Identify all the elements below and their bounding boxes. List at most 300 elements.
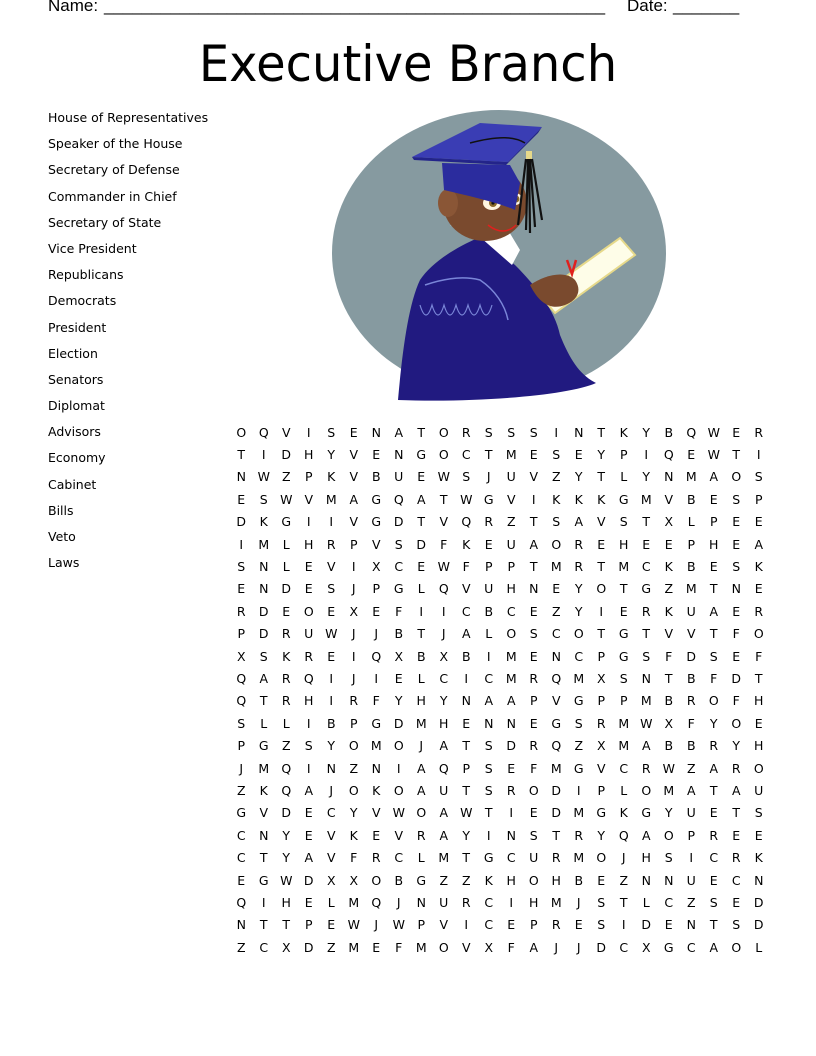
grid-letter[interactable]: Q: [393, 491, 404, 507]
grid-letter[interactable]: D: [596, 939, 607, 955]
grid-letter[interactable]: N: [371, 424, 381, 440]
grid-letter[interactable]: C: [619, 939, 629, 955]
grid-letter[interactable]: B: [484, 603, 494, 619]
grid-letter[interactable]: O: [573, 626, 584, 642]
grid-letter[interactable]: Z: [686, 894, 696, 910]
grid-letter[interactable]: Y: [439, 693, 448, 709]
grid-letter[interactable]: S: [597, 917, 606, 933]
grid-letter[interactable]: W: [437, 469, 450, 485]
grid-letter[interactable]: V: [664, 491, 674, 507]
grid-letter[interactable]: C: [461, 447, 471, 463]
grid-letter[interactable]: E: [237, 491, 246, 507]
grid-letter[interactable]: V: [461, 939, 471, 955]
grid-letter[interactable]: O: [236, 424, 247, 440]
grid-letter[interactable]: N: [326, 760, 336, 776]
grid-letter[interactable]: M: [550, 894, 562, 910]
grid-letter[interactable]: H: [304, 447, 314, 463]
grid-letter[interactable]: Y: [642, 469, 651, 485]
grid-letter[interactable]: E: [529, 447, 538, 463]
grid-letter[interactable]: T: [552, 827, 561, 843]
grid-letter[interactable]: C: [686, 939, 696, 955]
grid-letter[interactable]: Q: [438, 760, 449, 776]
grid-letter[interactable]: T: [439, 491, 448, 507]
grid-letter[interactable]: J: [396, 894, 401, 910]
grid-letter[interactable]: J: [374, 626, 379, 642]
grid-letter[interactable]: Z: [236, 782, 246, 798]
grid-letter[interactable]: E: [304, 894, 313, 910]
grid-letter[interactable]: I: [261, 894, 266, 910]
grid-letter[interactable]: M: [258, 760, 270, 776]
grid-letter[interactable]: M: [348, 894, 360, 910]
grid-letter[interactable]: M: [505, 648, 517, 664]
grid-letter[interactable]: F: [755, 648, 763, 664]
grid-letter[interactable]: E: [732, 648, 741, 664]
grid-letter[interactable]: E: [664, 536, 673, 552]
grid-letter[interactable]: M: [685, 469, 697, 485]
grid-letter[interactable]: V: [551, 693, 561, 709]
grid-letter[interactable]: Y: [282, 850, 291, 866]
grid-letter[interactable]: D: [731, 670, 742, 686]
grid-letter[interactable]: R: [281, 693, 291, 709]
grid-letter[interactable]: W: [460, 805, 473, 821]
grid-letter[interactable]: M: [685, 581, 697, 597]
grid-letter[interactable]: O: [438, 447, 449, 463]
grid-letter[interactable]: Y: [664, 805, 673, 821]
grid-letter[interactable]: V: [664, 626, 674, 642]
grid-letter[interactable]: T: [732, 447, 741, 463]
grid-letter[interactable]: D: [551, 782, 562, 798]
grid-letter[interactable]: M: [348, 939, 360, 955]
grid-letter[interactable]: W: [437, 559, 450, 575]
grid-letter[interactable]: F: [350, 850, 358, 866]
grid-letter[interactable]: N: [574, 424, 584, 440]
grid-letter[interactable]: H: [506, 872, 516, 888]
grid-letter[interactable]: S: [484, 760, 493, 776]
grid-letter[interactable]: P: [597, 693, 606, 709]
grid-letter[interactable]: R: [281, 670, 291, 686]
grid-letter[interactable]: U: [304, 626, 314, 642]
grid-letter[interactable]: O: [708, 693, 719, 709]
grid-letter[interactable]: W: [257, 469, 270, 485]
grid-letter[interactable]: N: [506, 715, 516, 731]
grid-letter[interactable]: Q: [618, 827, 629, 843]
grid-letter[interactable]: D: [551, 805, 562, 821]
grid-letter[interactable]: N: [529, 581, 539, 597]
grid-letter[interactable]: F: [507, 939, 515, 955]
grid-letter[interactable]: U: [506, 469, 516, 485]
grid-letter[interactable]: K: [349, 827, 358, 843]
grid-letter[interactable]: T: [484, 805, 493, 821]
grid-letter[interactable]: Z: [551, 469, 561, 485]
grid-letter[interactable]: U: [686, 872, 696, 888]
grid-letter[interactable]: V: [281, 424, 291, 440]
grid-letter[interactable]: W: [662, 760, 675, 776]
grid-letter[interactable]: A: [304, 850, 314, 866]
grid-letter[interactable]: U: [529, 850, 539, 866]
grid-letter[interactable]: C: [551, 626, 561, 642]
grid-letter[interactable]: P: [372, 581, 381, 597]
grid-letter[interactable]: D: [686, 648, 697, 664]
grid-letter[interactable]: I: [756, 447, 761, 463]
grid-letter[interactable]: I: [374, 670, 379, 686]
grid-letter[interactable]: R: [709, 738, 719, 754]
grid-letter[interactable]: Q: [281, 782, 292, 798]
grid-letter[interactable]: P: [237, 626, 246, 642]
grid-letter[interactable]: W: [707, 447, 720, 463]
grid-letter[interactable]: J: [486, 469, 491, 485]
grid-letter[interactable]: Z: [664, 581, 674, 597]
grid-letter[interactable]: I: [599, 603, 604, 619]
grid-letter[interactable]: R: [754, 603, 764, 619]
grid-letter[interactable]: E: [754, 715, 763, 731]
grid-letter[interactable]: N: [394, 447, 404, 463]
grid-letter[interactable]: P: [619, 447, 628, 463]
grid-letter[interactable]: R: [574, 559, 584, 575]
grid-letter[interactable]: I: [239, 536, 244, 552]
grid-letter[interactable]: U: [484, 581, 494, 597]
grid-letter[interactable]: Q: [663, 447, 674, 463]
grid-letter[interactable]: P: [687, 536, 696, 552]
grid-letter[interactable]: A: [461, 626, 471, 642]
grid-letter[interactable]: K: [619, 424, 628, 440]
grid-letter[interactable]: D: [281, 805, 292, 821]
grid-letter[interactable]: T: [529, 559, 538, 575]
grid-letter[interactable]: Q: [371, 648, 382, 664]
grid-letter[interactable]: R: [574, 536, 584, 552]
grid-letter[interactable]: H: [529, 894, 539, 910]
grid-letter[interactable]: G: [596, 805, 607, 821]
grid-letter[interactable]: P: [417, 917, 426, 933]
grid-letter[interactable]: T: [597, 626, 606, 642]
grid-letter[interactable]: C: [574, 648, 584, 664]
grid-letter[interactable]: Z: [281, 469, 291, 485]
grid-letter[interactable]: G: [551, 715, 562, 731]
grid-letter[interactable]: E: [394, 670, 403, 686]
grid-letter[interactable]: A: [304, 782, 314, 798]
grid-letter[interactable]: M: [258, 536, 270, 552]
grid-letter[interactable]: Q: [551, 670, 562, 686]
grid-letter[interactable]: E: [327, 648, 336, 664]
grid-letter[interactable]: I: [329, 514, 334, 530]
grid-letter[interactable]: M: [505, 447, 517, 463]
grid-letter[interactable]: R: [641, 760, 651, 776]
grid-letter[interactable]: N: [259, 827, 269, 843]
grid-letter[interactable]: H: [439, 715, 449, 731]
grid-letter[interactable]: T: [597, 424, 606, 440]
grid-letter[interactable]: E: [709, 805, 718, 821]
grid-letter[interactable]: P: [529, 693, 538, 709]
grid-letter[interactable]: A: [731, 782, 741, 798]
grid-letter[interactable]: N: [731, 581, 741, 597]
grid-letter[interactable]: K: [552, 491, 561, 507]
grid-letter[interactable]: D: [236, 514, 247, 530]
grid-letter[interactable]: X: [484, 939, 494, 955]
grid-letter[interactable]: A: [641, 827, 651, 843]
grid-letter[interactable]: T: [237, 447, 246, 463]
grid-letter[interactable]: V: [394, 827, 404, 843]
grid-letter[interactable]: H: [304, 536, 314, 552]
grid-letter[interactable]: M: [415, 939, 427, 955]
grid-letter[interactable]: R: [754, 424, 764, 440]
grid-letter[interactable]: E: [732, 827, 741, 843]
grid-letter[interactable]: J: [351, 670, 356, 686]
grid-letter[interactable]: I: [351, 648, 356, 664]
grid-letter[interactable]: U: [439, 894, 449, 910]
grid-letter[interactable]: R: [574, 827, 584, 843]
grid-letter[interactable]: S: [484, 782, 493, 798]
grid-letter[interactable]: K: [597, 491, 606, 507]
grid-letter[interactable]: M: [618, 559, 630, 575]
grid-letter[interactable]: N: [236, 469, 246, 485]
grid-letter[interactable]: K: [754, 850, 763, 866]
grid-letter[interactable]: E: [597, 872, 606, 888]
grid-letter[interactable]: P: [304, 469, 313, 485]
grid-letter[interactable]: E: [642, 536, 651, 552]
grid-letter[interactable]: E: [529, 715, 538, 731]
grid-letter[interactable]: X: [371, 559, 381, 575]
grid-letter[interactable]: Z: [281, 738, 291, 754]
grid-letter[interactable]: A: [416, 491, 426, 507]
grid-letter[interactable]: G: [371, 491, 382, 507]
grid-letter[interactable]: M: [438, 850, 450, 866]
date-field[interactable]: _______: [673, 0, 740, 15]
grid-letter[interactable]: H: [641, 850, 651, 866]
grid-letter[interactable]: E: [597, 536, 606, 552]
grid-letter[interactable]: Q: [551, 738, 562, 754]
grid-letter[interactable]: Z: [236, 939, 246, 955]
grid-letter[interactable]: G: [641, 805, 652, 821]
grid-letter[interactable]: D: [303, 872, 314, 888]
grid-letter[interactable]: I: [419, 603, 424, 619]
grid-letter[interactable]: E: [732, 536, 741, 552]
grid-letter[interactable]: N: [259, 581, 269, 597]
grid-letter[interactable]: I: [306, 760, 311, 776]
grid-letter[interactable]: H: [619, 536, 629, 552]
grid-letter[interactable]: P: [507, 559, 516, 575]
grid-letter[interactable]: Z: [349, 760, 359, 776]
grid-letter[interactable]: I: [351, 559, 356, 575]
grid-letter[interactable]: B: [394, 872, 404, 888]
grid-letter[interactable]: W: [392, 917, 405, 933]
grid-letter[interactable]: B: [416, 648, 426, 664]
grid-letter[interactable]: T: [417, 626, 426, 642]
grid-letter[interactable]: T: [259, 850, 268, 866]
grid-letter[interactable]: L: [327, 894, 335, 910]
grid-letter[interactable]: A: [574, 514, 584, 530]
grid-letter[interactable]: S: [484, 738, 493, 754]
grid-letter[interactable]: A: [529, 939, 539, 955]
grid-letter[interactable]: T: [619, 581, 628, 597]
grid-letter[interactable]: B: [686, 559, 696, 575]
grid-letter[interactable]: K: [574, 491, 583, 507]
grid-letter[interactable]: Y: [709, 715, 718, 731]
grid-letter[interactable]: B: [326, 715, 336, 731]
grid-letter[interactable]: E: [732, 424, 741, 440]
grid-letter[interactable]: H: [754, 738, 764, 754]
grid-letter[interactable]: G: [483, 850, 494, 866]
grid-letter[interactable]: L: [620, 469, 628, 485]
grid-letter[interactable]: S: [484, 424, 493, 440]
grid-letter[interactable]: U: [686, 805, 696, 821]
grid-letter[interactable]: P: [349, 536, 358, 552]
grid-letter[interactable]: E: [237, 581, 246, 597]
grid-letter[interactable]: L: [282, 715, 290, 731]
grid-letter[interactable]: P: [462, 760, 471, 776]
grid-letter[interactable]: E: [304, 581, 313, 597]
grid-letter[interactable]: D: [258, 603, 269, 619]
grid-letter[interactable]: R: [731, 850, 741, 866]
grid-letter[interactable]: Y: [349, 805, 358, 821]
grid-letter[interactable]: M: [573, 805, 585, 821]
grid-letter[interactable]: T: [259, 917, 268, 933]
grid-letter[interactable]: T: [664, 670, 673, 686]
grid-letter[interactable]: E: [507, 760, 516, 776]
grid-letter[interactable]: M: [550, 559, 562, 575]
grid-letter[interactable]: N: [416, 894, 426, 910]
grid-letter[interactable]: C: [236, 827, 246, 843]
grid-letter[interactable]: A: [709, 760, 719, 776]
grid-letter[interactable]: T: [597, 559, 606, 575]
grid-letter[interactable]: W: [392, 805, 405, 821]
grid-letter[interactable]: O: [528, 872, 539, 888]
grid-letter[interactable]: V: [326, 850, 336, 866]
grid-letter[interactable]: X: [439, 648, 449, 664]
grid-letter[interactable]: E: [372, 447, 381, 463]
grid-letter[interactable]: L: [642, 894, 650, 910]
grid-letter[interactable]: G: [641, 581, 652, 597]
grid-letter[interactable]: N: [686, 917, 696, 933]
grid-letter[interactable]: X: [236, 648, 246, 664]
grid-letter[interactable]: D: [506, 738, 517, 754]
grid-letter[interactable]: E: [529, 805, 538, 821]
grid-letter[interactable]: C: [506, 603, 516, 619]
grid-letter[interactable]: M: [618, 715, 630, 731]
grid-letter[interactable]: T: [709, 782, 718, 798]
grid-letter[interactable]: S: [552, 514, 561, 530]
grid-letter[interactable]: O: [393, 782, 404, 798]
grid-letter[interactable]: G: [483, 491, 494, 507]
grid-letter[interactable]: Q: [236, 670, 247, 686]
grid-letter[interactable]: G: [618, 491, 629, 507]
grid-letter[interactable]: T: [709, 581, 718, 597]
grid-letter[interactable]: G: [258, 872, 269, 888]
grid-letter[interactable]: M: [415, 715, 427, 731]
grid-letter[interactable]: F: [687, 715, 695, 731]
grid-letter[interactable]: E: [664, 917, 673, 933]
grid-letter[interactable]: G: [663, 939, 674, 955]
grid-letter[interactable]: O: [753, 626, 764, 642]
grid-letter[interactable]: G: [573, 693, 584, 709]
grid-letter[interactable]: C: [484, 894, 494, 910]
grid-letter[interactable]: R: [731, 760, 741, 776]
grid-letter[interactable]: A: [484, 693, 494, 709]
grid-letter[interactable]: S: [709, 648, 718, 664]
grid-letter[interactable]: E: [304, 559, 313, 575]
grid-letter[interactable]: X: [596, 738, 606, 754]
grid-letter[interactable]: I: [621, 917, 626, 933]
grid-letter[interactable]: S: [597, 894, 606, 910]
grid-letter[interactable]: A: [416, 760, 426, 776]
grid-letter[interactable]: T: [282, 917, 291, 933]
grid-letter[interactable]: H: [709, 536, 719, 552]
grid-letter[interactable]: S: [507, 424, 516, 440]
grid-letter[interactable]: I: [509, 805, 514, 821]
grid-letter[interactable]: Y: [574, 581, 583, 597]
grid-letter[interactable]: Z: [551, 603, 561, 619]
grid-letter[interactable]: H: [416, 693, 426, 709]
grid-letter[interactable]: E: [619, 603, 628, 619]
grid-letter[interactable]: Y: [462, 827, 471, 843]
grid-letter[interactable]: S: [529, 424, 538, 440]
grid-letter[interactable]: G: [236, 805, 247, 821]
grid-letter[interactable]: E: [709, 872, 718, 888]
grid-letter[interactable]: O: [528, 782, 539, 798]
grid-letter[interactable]: F: [732, 626, 740, 642]
grid-letter[interactable]: I: [329, 693, 334, 709]
grid-letter[interactable]: S: [574, 715, 583, 731]
grid-letter[interactable]: P: [349, 715, 358, 731]
grid-letter[interactable]: N: [506, 827, 516, 843]
grid-letter[interactable]: N: [641, 872, 651, 888]
grid-letter[interactable]: P: [754, 491, 763, 507]
grid-letter[interactable]: X: [394, 648, 404, 664]
grid-letter[interactable]: I: [329, 670, 334, 686]
grid-letter[interactable]: S: [237, 715, 246, 731]
grid-letter[interactable]: V: [506, 491, 516, 507]
grid-letter[interactable]: B: [686, 738, 696, 754]
grid-letter[interactable]: K: [282, 648, 291, 664]
grid-letter[interactable]: E: [372, 603, 381, 619]
grid-letter[interactable]: Q: [236, 894, 247, 910]
grid-letter[interactable]: R: [461, 424, 471, 440]
grid-letter[interactable]: H: [281, 894, 291, 910]
grid-letter[interactable]: S: [709, 894, 718, 910]
grid-letter[interactable]: V: [349, 447, 359, 463]
grid-letter[interactable]: C: [326, 805, 336, 821]
grid-letter[interactable]: O: [438, 424, 449, 440]
grid-letter[interactable]: A: [641, 738, 651, 754]
grid-letter[interactable]: G: [618, 648, 629, 664]
grid-letter[interactable]: O: [393, 738, 404, 754]
grid-letter[interactable]: L: [417, 670, 425, 686]
grid-letter[interactable]: A: [259, 670, 269, 686]
grid-letter[interactable]: J: [576, 939, 581, 955]
grid-letter[interactable]: Y: [574, 603, 583, 619]
grid-letter[interactable]: R: [641, 603, 651, 619]
grid-letter[interactable]: E: [304, 827, 313, 843]
grid-letter[interactable]: M: [573, 850, 585, 866]
grid-letter[interactable]: I: [689, 850, 694, 866]
grid-letter[interactable]: M: [370, 738, 382, 754]
grid-letter[interactable]: S: [732, 559, 741, 575]
grid-letter[interactable]: E: [237, 872, 246, 888]
grid-letter[interactable]: I: [464, 917, 469, 933]
grid-letter[interactable]: T: [529, 514, 538, 530]
grid-letter[interactable]: Y: [597, 827, 606, 843]
grid-letter[interactable]: K: [664, 559, 673, 575]
grid-letter[interactable]: M: [640, 693, 652, 709]
grid-letter[interactable]: E: [417, 559, 426, 575]
grid-letter[interactable]: Y: [574, 469, 583, 485]
grid-letter[interactable]: C: [731, 872, 741, 888]
grid-letter[interactable]: N: [664, 872, 674, 888]
grid-letter[interactable]: I: [486, 648, 491, 664]
grid-letter[interactable]: E: [709, 559, 718, 575]
grid-letter[interactable]: O: [416, 805, 427, 821]
grid-letter[interactable]: I: [464, 670, 469, 686]
grid-letter[interactable]: I: [509, 894, 514, 910]
grid-letter[interactable]: X: [641, 939, 651, 955]
